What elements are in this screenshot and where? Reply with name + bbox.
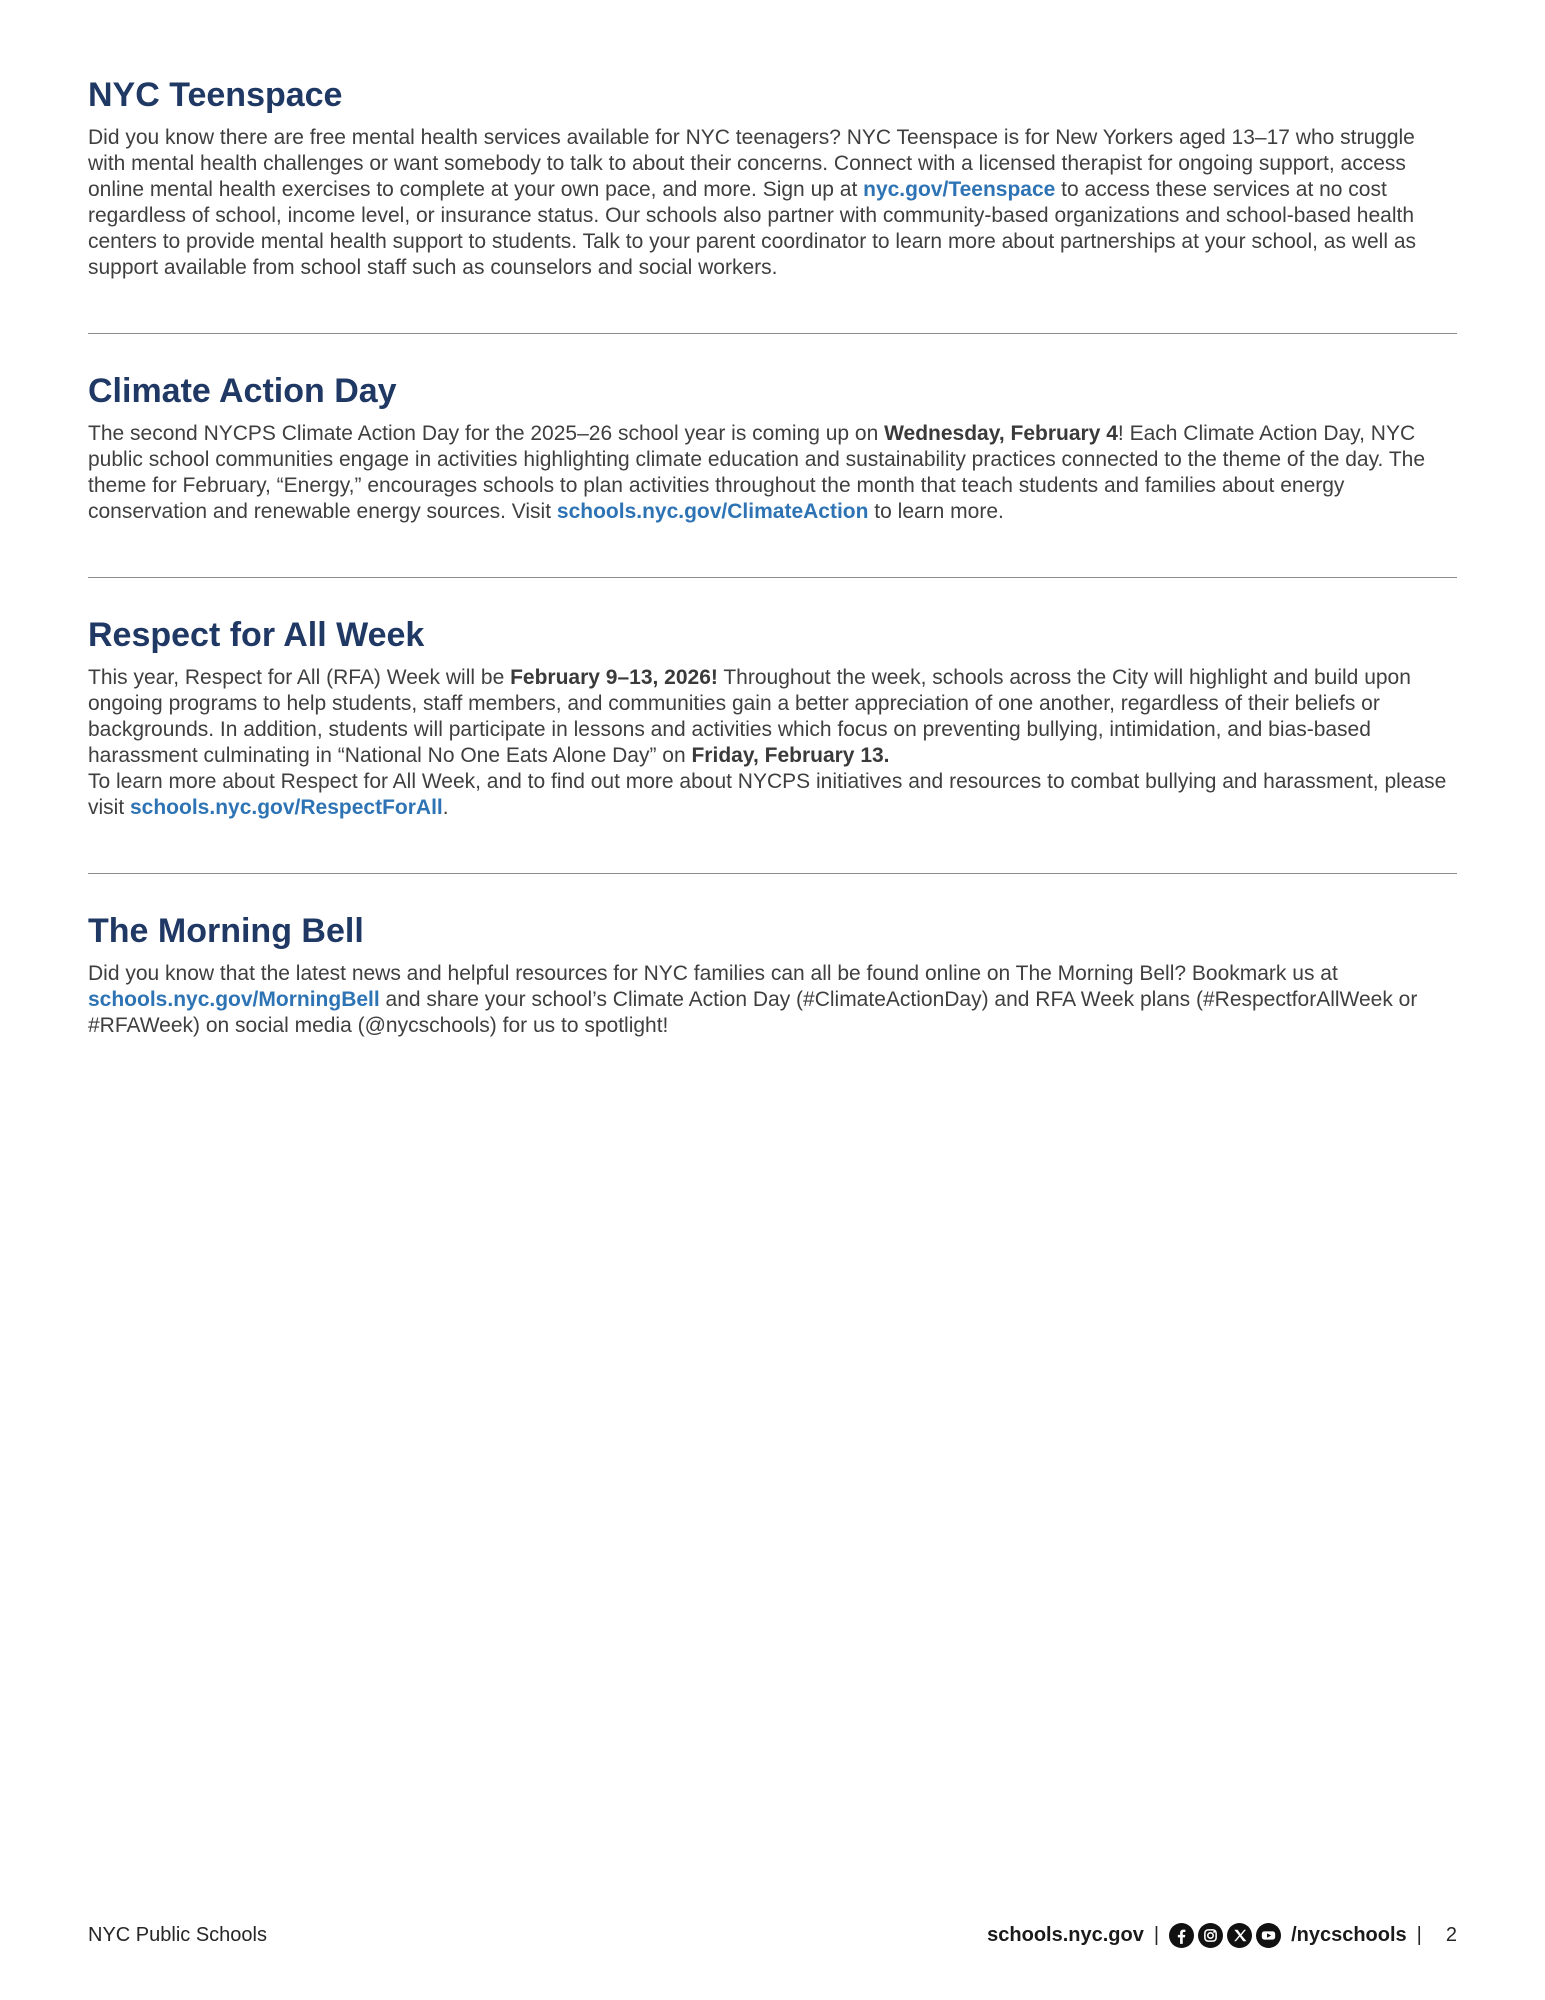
section-divider xyxy=(88,873,1457,874)
text-run: to access these services at no cost regardless of school, income level, or insurance status. Our schools also partner with community-based organizations and school-based health centers to provide mental health support to students. Talk to your parent coordinator to learn more about partnerships at your school, as well as support available from school staff such as counselors and social workers. xyxy=(88,178,1417,280)
text-run: Did you know that the latest news and helpful resources for NYC families can all be found online on The Morning Bell? Bookmark us at xyxy=(88,962,1338,986)
paragraph xyxy=(88,421,1457,525)
section-the-morning-bell xyxy=(88,912,1457,1039)
x-icon[interactable] xyxy=(1227,1923,1252,1948)
text-run: To learn more about Respect for All Week, and to find out more about NYCPS initiatives and resources to combat bullying and harassment, please visit xyxy=(88,770,1447,820)
link-climate-action[interactable]: schools.nyc.gov/ClimateAction xyxy=(556,500,869,524)
section-nyc-teenspace xyxy=(88,76,1457,281)
bold-date: Wednesday, February 4 xyxy=(884,422,1118,446)
section-title-climate-action-day: Climate Action Day xyxy=(88,372,397,411)
text-run: The second NYCPS Climate Action Day for the 2025–26 school year is coming up on xyxy=(88,422,885,446)
link-morning-bell[interactable]: schools.nyc.gov/MorningBell xyxy=(88,988,380,1012)
link-respect-for-all[interactable]: schools.nyc.gov/RespectForAll xyxy=(130,796,443,820)
footer-separator: | xyxy=(1416,1924,1422,1946)
footer-right-group xyxy=(987,1923,1457,1948)
section-title-respect-for-all-week: Respect for All Week xyxy=(88,616,425,655)
footer-social-handle: /nycschools xyxy=(1291,1924,1407,1946)
bold-date: Friday, February 13. xyxy=(691,744,890,768)
paragraph xyxy=(88,665,1457,769)
text-run: . xyxy=(442,796,449,820)
paragraph xyxy=(88,961,1457,1039)
facebook-icon[interactable] xyxy=(1169,1923,1194,1948)
link-nyc-gov-teenspace[interactable]: nyc.gov/Teenspace xyxy=(863,178,1056,202)
text-run: Did you know there are free mental health services available for NYC teenagers? NYC Teenspace is for New Yorkers aged 13–17 who struggle with mental health challenges or want somebody to talk to about their concerns. Connect with a licensed therapist for ongoing support, access online mental health exercises to complete at your own pace, and more. Sign up at xyxy=(88,126,1415,202)
text-run: ! Each Climate Action Day, NYC public school communities engage in activities highlighting climate education and sustainability practices connected to the theme of the day. The theme for February, “Energy,” encourages schools to plan activities throughout the month that teach students and families about energy conservation and renewable energy sources. Visit xyxy=(88,422,1426,524)
footer-separator: | xyxy=(1153,1924,1160,1946)
bold-date: February 9–13, 2026! xyxy=(510,666,718,690)
instagram-icon[interactable] xyxy=(1198,1923,1223,1948)
footer-site-link[interactable]: schools.nyc.gov xyxy=(987,1924,1144,1946)
social-icons-group xyxy=(1169,1923,1281,1948)
youtube-icon[interactable] xyxy=(1256,1923,1281,1948)
section-respect-for-all-week xyxy=(88,616,1457,821)
section-title-the-morning-bell: The Morning Bell xyxy=(88,912,364,951)
paragraph xyxy=(88,769,1457,821)
section-divider xyxy=(88,577,1457,578)
paragraph xyxy=(88,125,1457,281)
text-run: and share your school’s Climate Action Day (#ClimateActionDay) and RFA Week plans (#RespectforAllWeek or #RFAWeek) on social media (@nycschools) for us to spotlight! xyxy=(88,988,1418,1038)
page-footer xyxy=(88,1923,1457,1948)
text-run: to learn more. xyxy=(868,500,1004,524)
footer-org-name: NYC Public Schools xyxy=(88,1924,267,1946)
text-run: Throughout the week, schools across the City will highlight and build upon ongoing programs to help students, staff members, and communities gain a better appreciation of one another, regardless of their beliefs or backgrounds. In addition, students will participate in lessons and activities which focus on preventing bullying, intimidation, and bias-based harassment culminating in “National No One Eats Alone Day” on xyxy=(88,666,1411,768)
section-climate-action-day xyxy=(88,372,1457,525)
text-run: This year, Respect for All (RFA) Week will be xyxy=(88,666,511,690)
section-title-nyc-teenspace: NYC Teenspace xyxy=(88,76,343,114)
section-divider xyxy=(88,333,1457,334)
page-number: 2 xyxy=(1445,1924,1457,1946)
